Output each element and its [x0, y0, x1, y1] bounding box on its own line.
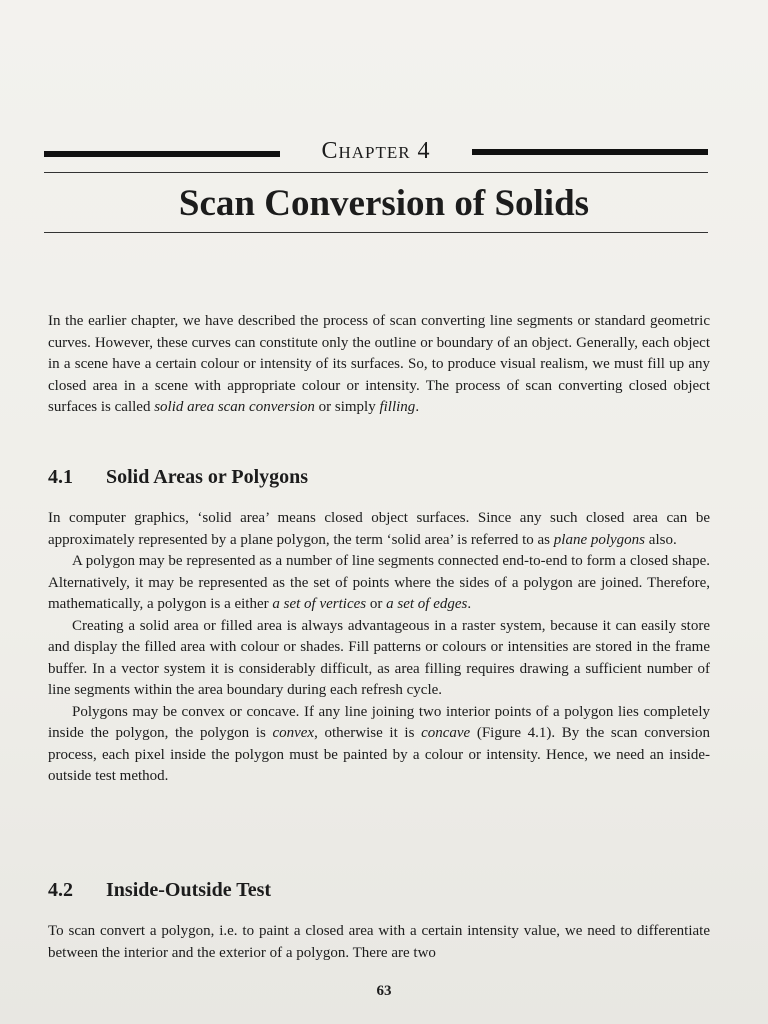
section-title: Solid Areas or Polygons: [106, 466, 309, 488]
page-number: 63: [376, 983, 392, 999]
paragraph-inside-outside: To scan convert a polygon, i.e. to paint a closed area with a certain intensity value, we need to differentiate between the interior and the exterior of a polygon. There are two: [48, 923, 710, 961]
section-number: 4.2: [48, 879, 73, 901]
section-number: 4.1: [48, 466, 73, 488]
section-4-1-body: [48, 508, 710, 788]
section-heading-4-2: [48, 879, 271, 902]
chapter-bar-right: [472, 149, 708, 155]
intro-paragraph: In the earlier chapter, we have described the process of scan converting line segments or standard geometric curves. However, these curves can constitute only the outline or boundary of an object. Generally, each object in a scene have a certain colour or intensity of its surfaces. So, to produce visual realism, we must fill up any closed area in a scene with appropriate colour or intensity. The process of scan converting closed object surfaces is called solid area scan conversion or simply filling.: [48, 313, 710, 415]
paragraph-polygon-definition: A polygon may be represented as a number of line segments connected end-to-end to form a closed shape. Alternatively, it may be represented as the set of points where the sides of a polygon are joined. Therefore, mathematically, a polygon is a either a set of vertices or a set of edges.: [48, 553, 710, 612]
paragraph-solid-area: In computer graphics, ‘solid area’ means closed object surfaces. Since any such closed area can be approximately represented by a plane polygon, the term ‘solid area’ is referred to as plane polygons also.: [48, 510, 710, 548]
paragraph-filled-area: Creating a solid area or filled area is always advantageous in a raster system, because it can easily store and display the filled area with colour or shades. Fill patterns or colours or intensities are stored in the frame buffer. In a vector system it is considerably difficult, as area filling requires drawing a sufficient number of line segments within the area boundary during each refresh cycle.: [48, 617, 710, 698]
paragraph-convex-concave: Polygons may be convex or concave. If any line joining two interior points of a polygon lies completely inside the polygon, the polygon is convex, otherwise it is concave (Figure 4.1). By the scan conversion process, each pixel inside the polygon must be painted by a colour or intensity. Hence, we need an inside-outside test method.: [48, 703, 711, 784]
section-heading-4-1: [48, 466, 308, 489]
chapter-title: Scan Conversion of Solids: [178, 183, 590, 224]
chapter-label: Chapter 4: [321, 138, 431, 164]
title-bottom-rule: [44, 232, 708, 233]
chapter-heading: [44, 138, 708, 168]
section-4-2-body: [48, 921, 710, 964]
section-title: Inside-Outside Test: [106, 879, 272, 901]
title-top-rule: [44, 172, 708, 173]
